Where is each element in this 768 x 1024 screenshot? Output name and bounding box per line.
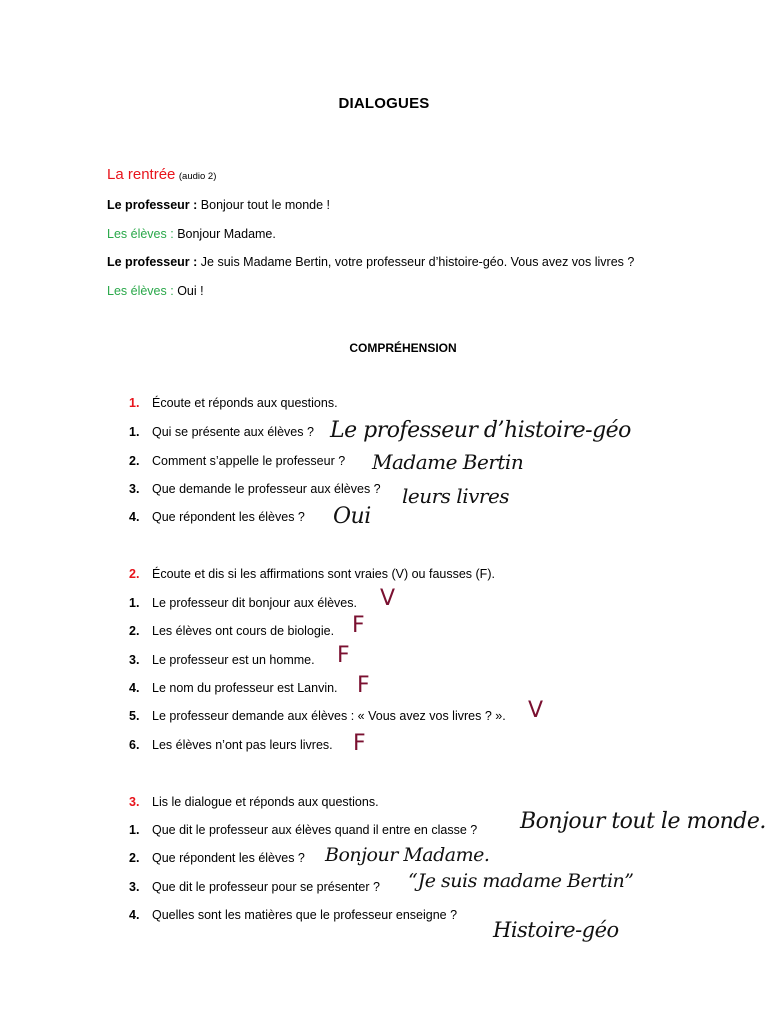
question-text: Que dit le professeur aux élèves quand il entre en classe ? (152, 823, 478, 837)
question-text: Que répondent les élèves ? (152, 510, 305, 524)
statement-text: Les élèves ont cours de biologie. (152, 624, 335, 638)
question-number: 1. (129, 425, 140, 439)
handwritten-answer: “Je suis madame Bertin” (408, 870, 634, 892)
dialogue-line (107, 284, 204, 298)
section-subtitle: (audio 2) (178, 171, 217, 182)
statement-text: Le professeur dit bonjour aux élèves. (152, 596, 357, 610)
handwritten-answer: Bonjour tout le monde. (520, 809, 766, 834)
dialogue-line (107, 227, 276, 241)
dialogue-text: Bonjour tout le monde ! (197, 198, 331, 212)
true-false-mark: F (353, 731, 366, 756)
question-text: Que répondent les élèves ? (152, 851, 305, 865)
true-false-mark: V (380, 586, 396, 611)
statement-number: 2. (129, 624, 140, 638)
question-number: 1. (129, 823, 140, 837)
handwritten-answer: Histoire-géo (493, 918, 619, 942)
handwritten-answer: leurs livres (402, 484, 510, 508)
exercise-instruction: Écoute et dis si les affirmations sont vraies (V) ou fausses (F). (152, 567, 495, 581)
dialogue-speaker: Le professeur : (107, 198, 198, 212)
statement-text: Les élèves n’ont pas leurs livres. (152, 738, 333, 752)
handwritten-answer: Le professeur d’histoire-géo (330, 418, 631, 443)
dialogue-text: Je suis Madame Bertin, votre professeur d’histoire-géo. Vous avez vos livres ? (197, 255, 635, 269)
exercise-number: 1. (129, 396, 140, 410)
statement-text: Le professeur est un homme. (152, 653, 315, 667)
question-number: 2. (129, 454, 140, 468)
section-title: La rentrée (107, 166, 176, 183)
comprehension-title: COMPRÉHENSION (349, 341, 457, 355)
dialogue-speaker: Les élèves : (107, 227, 174, 241)
question-text: Comment s’appelle le professeur ? (152, 454, 346, 468)
dialogue-line (107, 198, 330, 212)
handwritten-answer: Madame Bertin (372, 450, 524, 474)
statement-number: 1. (129, 596, 140, 610)
dialogue-speaker: Le professeur : (107, 255, 198, 269)
true-false-mark: V (528, 698, 544, 723)
handwritten-answer: Oui (333, 504, 371, 529)
section-heading (107, 166, 216, 183)
true-false-mark: F (357, 673, 370, 698)
handwritten-answer: Bonjour Madame. (325, 844, 490, 866)
question-number: 3. (129, 880, 140, 894)
exercise-instruction: Écoute et réponds aux questions. (152, 396, 338, 410)
question-number: 3. (129, 482, 140, 496)
question-text: Que demande le professeur aux élèves ? (152, 482, 381, 496)
statement-number: 3. (129, 653, 140, 667)
question-text: Qui se présente aux élèves ? (152, 425, 314, 439)
statement-text: Le nom du professeur est Lanvin. (152, 681, 338, 695)
statement-number: 4. (129, 681, 140, 695)
statement-number: 5. (129, 709, 140, 723)
statement-number: 6. (129, 738, 140, 752)
exercise-number: 2. (129, 567, 140, 581)
dialogue-line (107, 255, 634, 269)
exercise-number: 3. (129, 795, 140, 809)
true-false-mark: F (337, 643, 350, 668)
question-number: 2. (129, 851, 140, 865)
dialogue-speaker: Les élèves : (107, 284, 174, 298)
question-text: Quelles sont les matières que le professeur enseigne ? (152, 908, 458, 922)
statement-text: Le professeur demande aux élèves : « Vous avez vos livres ? ». (152, 709, 506, 723)
page-title: DIALOGUES (338, 95, 430, 112)
exercise-instruction: Lis le dialogue et réponds aux questions. (152, 795, 379, 809)
dialogue-text: Bonjour Madame. (173, 227, 276, 241)
dialogue-text: Oui ! (173, 284, 204, 298)
true-false-mark: F (352, 613, 365, 638)
question-text: Que dit le professeur pour se présenter ? (152, 880, 380, 894)
question-number: 4. (129, 908, 140, 922)
question-number: 4. (129, 510, 140, 524)
